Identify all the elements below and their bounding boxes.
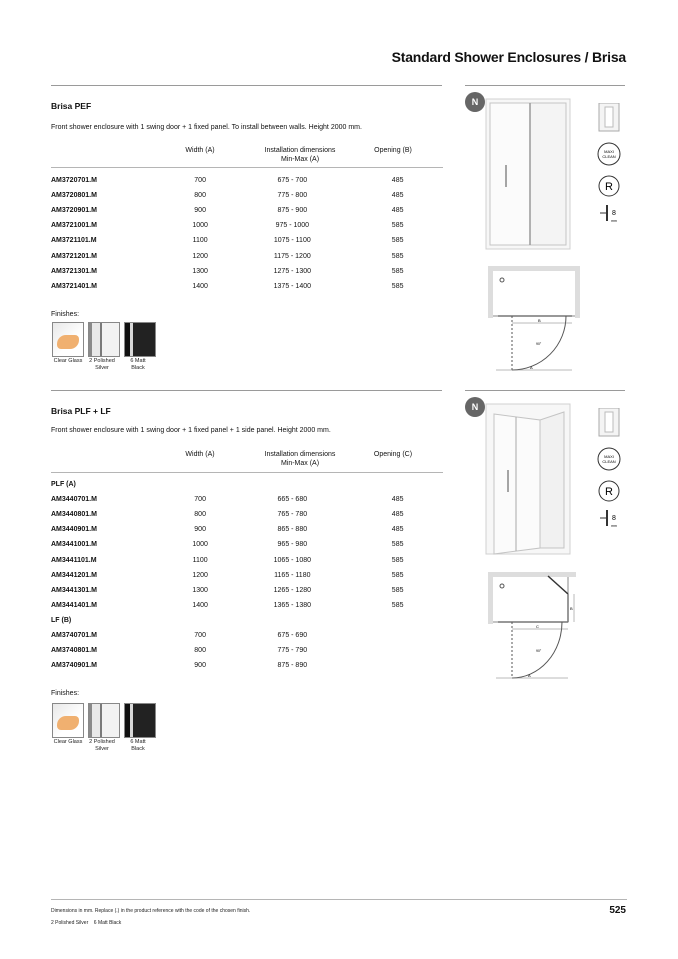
opening-value: 485 (391, 526, 404, 534)
svg-text:CLEAN: CLEAN (602, 154, 616, 159)
table-row (51, 492, 443, 507)
svg-text:mm: mm (611, 524, 617, 528)
product-code: AM3441001.M (51, 541, 97, 549)
section1-col-width: Width (A) (185, 147, 215, 154)
group-label: PLF (A) (51, 481, 76, 489)
caption-black-1: 6 Matt (130, 739, 146, 745)
opening-value: 585 (391, 222, 404, 230)
caption-black-2: Black (131, 745, 145, 752)
product-code: AM3720901.M (51, 207, 97, 215)
table-row (51, 173, 443, 188)
icon-stack (597, 103, 621, 229)
new-badge: N (465, 92, 485, 112)
reversible-icon: R (605, 486, 613, 498)
opening-value: 485 (391, 192, 404, 200)
width-value: 1000 (192, 222, 208, 230)
product-code: AM3441201.M (51, 571, 97, 579)
install-value: 1275 - 1300 (273, 267, 312, 275)
section1-description: Front shower enclosure with 1 swing door + 1 fixed panel. To install between walls. Height 2000 mm. (51, 124, 362, 131)
table-row (51, 658, 443, 673)
opening-value: 585 (391, 601, 404, 609)
product-code: AM3441401.M (51, 601, 97, 609)
section1-title: Brisa PEF (51, 101, 92, 111)
diagram-label-c: C (536, 624, 539, 629)
table-row (51, 643, 443, 658)
section2-col-install (240, 451, 360, 468)
section1-plan-diagram (488, 266, 580, 374)
opening-value: 585 (391, 282, 404, 290)
product-code: AM3721001.M (51, 222, 97, 230)
maxi-clean-icon: MAXI (604, 149, 614, 154)
table-row (51, 537, 443, 552)
install-value: 1175 - 1200 (273, 252, 311, 260)
swatch-clear-glass (52, 703, 84, 738)
opening-value: 585 (391, 556, 404, 564)
reversible-icon: R (605, 181, 613, 193)
install-value: 675 - 690 (277, 631, 308, 639)
width-value: 900 (194, 662, 206, 670)
table-row (51, 248, 443, 263)
opening-value (352, 628, 443, 643)
caption-silver (84, 739, 120, 752)
product-photo-plf-lf (480, 398, 572, 560)
install-value: 775 - 800 (277, 192, 308, 200)
width-value: 1400 (192, 282, 208, 290)
table-row (51, 568, 443, 583)
diagram-angle: 90° (536, 342, 542, 346)
section2-description: Front shower enclosure with 1 swing door + 1 fixed panel + 1 side panel. Height 2000 mm. (51, 427, 331, 434)
table-group-row (51, 477, 443, 492)
product-code: AM3441101.M (51, 556, 97, 564)
product-code: AM3440701.M (51, 496, 97, 504)
install-value: 765 - 780 (277, 511, 308, 519)
product-code: AM3740701.M (51, 631, 97, 639)
section2-plan-diagram (488, 572, 580, 682)
width-value: 800 (194, 511, 206, 519)
width-value: 1200 (192, 571, 208, 579)
width-value: 1000 (192, 541, 208, 549)
width-value: 700 (194, 631, 206, 639)
install-value: 1165 - 1180 (274, 571, 311, 579)
width-value: 800 (194, 647, 206, 655)
section2-col-width: Width (A) (185, 451, 215, 458)
install-value: 1075 - 1100 (273, 237, 311, 245)
diagram-label-a: A (530, 365, 533, 370)
table-row (51, 628, 443, 643)
width-value: 1100 (192, 556, 208, 564)
section2-col-install-sub: Min-Max (A) (280, 459, 320, 467)
glass-thickness-icon: 8 (612, 210, 616, 217)
width-value: 1300 (192, 267, 208, 275)
caption-black (120, 358, 156, 371)
opening-value: 585 (391, 267, 404, 275)
product-photo-pef (480, 95, 572, 253)
opening-value (352, 658, 443, 673)
swatch-matt-black (124, 322, 156, 357)
width-value: 900 (194, 526, 206, 534)
swatch-polished-silver (88, 703, 120, 738)
group-label: LF (B) (51, 616, 72, 624)
product-code: AM3740801.M (51, 647, 97, 655)
table-row (51, 203, 443, 218)
section2-title: Brisa PLF + LF (51, 406, 111, 416)
table-row (51, 583, 443, 598)
install-value: 775 - 790 (277, 647, 308, 655)
opening-value: 485 (391, 511, 404, 519)
section1-col-install-sub: Min-Max (A) (280, 155, 320, 163)
table-group-row (51, 613, 443, 628)
install-value: 1375 - 1400 (273, 282, 312, 290)
width-value: 700 (194, 177, 206, 185)
page-title: Standard Shower Enclosures / Brisa (391, 49, 626, 65)
width-value: 800 (194, 192, 206, 200)
table-row (51, 218, 443, 233)
width-value: 1100 (192, 237, 208, 245)
section2-col-install-label: Installation dimensions (264, 451, 336, 458)
section1-finishes-label: Finishes: (51, 311, 80, 318)
footer-legend: 2 Polished Silver 6 Matt Black (51, 920, 122, 926)
width-value: 1200 (192, 252, 208, 260)
width-value: 1300 (192, 586, 208, 594)
opening-value: 485 (391, 496, 404, 504)
hand-image (57, 716, 79, 730)
footer-rule (51, 899, 627, 900)
width-value: 700 (194, 496, 206, 504)
section1-col-install-label: Installation dimensions (264, 147, 336, 154)
maxi-clean-icon: MAXI (604, 454, 614, 459)
swatch-polished-silver (88, 322, 120, 357)
install-value: 875 - 890 (277, 662, 308, 670)
caption-silver-2: Silver (95, 364, 109, 371)
caption-silver-1: 2 Polished (89, 739, 115, 745)
header-rule (465, 85, 625, 86)
caption-silver (84, 358, 120, 371)
opening-value: 585 (391, 237, 404, 245)
install-value: 1265 - 1280 (273, 586, 312, 594)
install-value: 965 - 980 (277, 541, 308, 549)
opening-value: 585 (391, 541, 404, 549)
section1-top-rule (51, 85, 442, 86)
section1-col-opening: Opening (B) (374, 147, 412, 154)
opening-value: 485 (391, 207, 404, 215)
section2-finishes-label: Finishes: (51, 690, 80, 697)
diagram-angle: 90° (536, 649, 542, 653)
table-row (51, 264, 443, 279)
product-code: AM3740901.M (51, 662, 97, 670)
icon-stack (597, 408, 621, 534)
product-code: AM3720801.M (51, 192, 97, 200)
section2-header-rule (51, 472, 443, 473)
caption-clear: Clear Glass (53, 739, 83, 745)
footer-note: Dimensions in mm. Replace (.) in the product reference with the code of the chosen finish. (51, 908, 251, 914)
diagram-label-a: A (528, 673, 531, 678)
product-code: AM3721401.M (51, 282, 97, 290)
caption-silver-2: Silver (95, 745, 109, 752)
product-code: AM3441301.M (51, 586, 97, 594)
product-code: AM3721201.M (51, 252, 97, 260)
table-row (51, 233, 443, 248)
install-value: 1365 - 1380 (273, 601, 312, 609)
caption-black (120, 739, 156, 752)
section1-col-install (240, 147, 360, 164)
caption-black-1: 6 Matt (130, 358, 146, 364)
glass-thickness-icon: 8 (612, 515, 616, 522)
section2-right-rule (465, 390, 625, 391)
product-code: AM3721301.M (51, 267, 97, 275)
install-value: 875 - 900 (277, 207, 308, 215)
section2-top-rule (51, 390, 442, 391)
table-row (51, 507, 443, 522)
install-value: 865 - 880 (277, 526, 308, 534)
section1-header-rule (51, 167, 443, 168)
table-row (51, 522, 443, 537)
install-value: 675 - 700 (277, 177, 308, 185)
caption-black-2: Black (131, 364, 145, 371)
table-row (51, 598, 443, 613)
width-value: 1400 (192, 601, 208, 609)
install-value: 665 - 680 (277, 496, 308, 504)
section2-table (51, 477, 443, 673)
swatch-matt-black (124, 703, 156, 738)
caption-silver-1: 2 Polished (89, 358, 115, 364)
product-code: AM3440801.M (51, 511, 97, 519)
opening-value (352, 643, 443, 658)
install-value: 975 - 1000 (275, 222, 310, 230)
opening-value: 585 (391, 571, 404, 579)
table-row (51, 188, 443, 203)
opening-value: 585 (391, 252, 404, 260)
diagram-label-b: B (570, 606, 573, 611)
diagram-label-b: B (538, 318, 541, 323)
product-code: AM3721101.M (51, 237, 97, 245)
table-row (51, 279, 443, 294)
swatch-clear-glass (52, 322, 84, 357)
page-number: 525 (609, 905, 626, 916)
section2-col-opening: Opening (C) (373, 451, 413, 458)
svg-text:CLEAN: CLEAN (602, 459, 616, 464)
hand-image (57, 335, 79, 349)
opening-value: 585 (391, 586, 404, 594)
table-row (51, 552, 443, 567)
section2-icons (597, 408, 621, 539)
section1-table (51, 173, 443, 294)
section1-icons (597, 103, 621, 234)
opening-value: 485 (391, 177, 404, 185)
product-code: AM3440901.M (51, 526, 97, 534)
product-code: AM3720701.M (51, 177, 97, 185)
install-value: 1065 - 1080 (273, 556, 312, 564)
caption-clear: Clear Glass (53, 358, 83, 364)
width-value: 900 (194, 207, 206, 215)
new-badge: N (465, 397, 485, 417)
svg-text:mm: mm (611, 219, 617, 223)
